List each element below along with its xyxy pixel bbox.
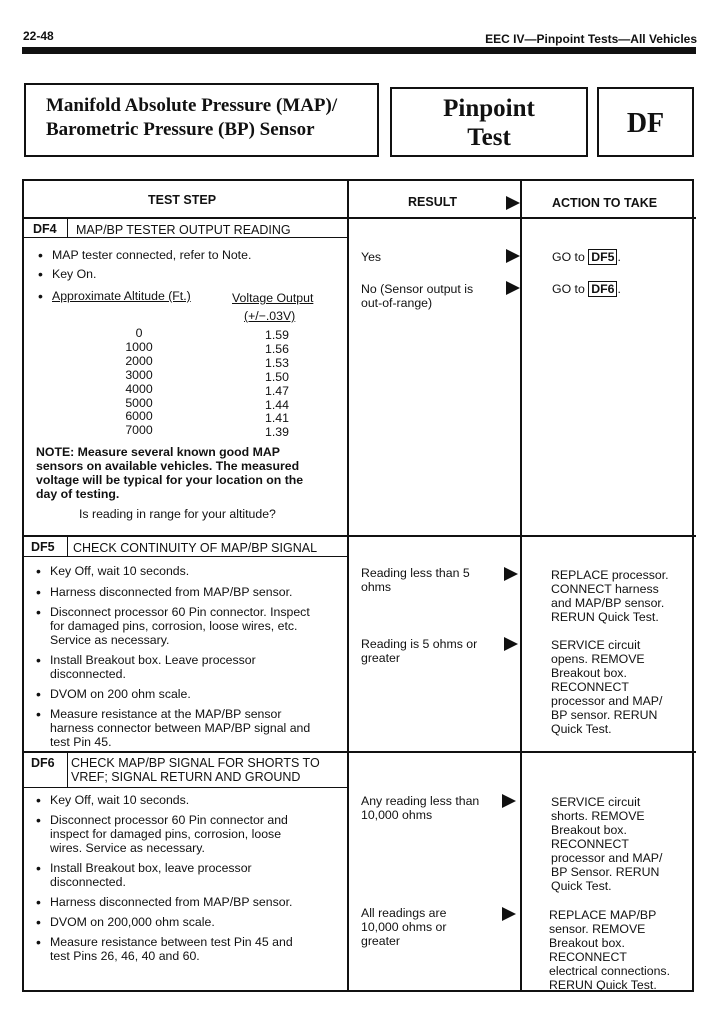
- df5-step-3-line-1: • Disconnect processor 60 Pin connector. Inspect: [50, 605, 310, 619]
- df6-action-1-line-5: processor and MAP/: [551, 851, 663, 865]
- df5-result-2-line-2: greater: [361, 651, 400, 665]
- df4-altitude-value: 6000: [125, 409, 153, 424]
- df4-question: Is reading in range for your altitude?: [79, 507, 276, 521]
- df5-action-2-line-1: SERVICE circuit: [551, 638, 641, 652]
- df6-action-2-line-2: sensor. REMOVE: [549, 922, 646, 936]
- header-row-divider: [24, 217, 696, 219]
- df4-altitude-value: 7000: [125, 423, 153, 438]
- df6-step-2-line-1: • Disconnect processor 60 Pin connector and: [50, 813, 288, 827]
- df5-step-3: [36, 605, 310, 647]
- df4-note-line-3: voltage will be typical for your location on the: [36, 473, 304, 487]
- df4-voltage-value: 1.39: [265, 425, 289, 440]
- df5-action-2-line-7: Quick Test.: [551, 722, 612, 736]
- df4-voltage-value: 1.59: [265, 328, 289, 342]
- df4-altitude-value: 1000: [125, 339, 153, 354]
- df6-step-6-line-2: test Pins 26, 46, 40 and 60.: [50, 949, 200, 963]
- df6-action-1: [551, 795, 662, 893]
- df5-step-6: [36, 707, 310, 749]
- df6-action-1-line-3: Breakout box.: [551, 823, 627, 837]
- df4-step-1: • MAP tester connected, refer to Note.: [38, 248, 251, 262]
- df4-altitude-value: 2000: [125, 353, 153, 368]
- df4-altitude-column: [79, 327, 199, 438]
- column-divider-1: [347, 181, 349, 990]
- df4-result-2-arrow-icon: [506, 281, 520, 295]
- df4-action-1-goto: GO to: [552, 250, 585, 264]
- running-title: EEC IV—Pinpoint Tests—All Vehicles: [485, 32, 697, 46]
- df5-action-1: [551, 568, 669, 624]
- df5-code-separator: [67, 537, 68, 556]
- df5-action-2-line-6: BP sensor. RERUN: [551, 708, 658, 722]
- df6-result-1-line-2: 10,000 ohms: [361, 808, 433, 822]
- df4-altitude-value: 0: [135, 326, 143, 340]
- df6-action-2-line-5: electrical connections.: [549, 964, 670, 978]
- df4-voltage-value: 1.47: [265, 383, 289, 398]
- df5-step-6-line-3: test Pin 45.: [50, 735, 112, 749]
- df6-action-1-line-1: SERVICE circuit: [551, 795, 641, 809]
- df6-step-3-line-1: • Install Breakout box, leave processor: [50, 861, 252, 875]
- df6-result-2-line-1: All readings are: [361, 906, 447, 920]
- pinpoint-table: [22, 179, 694, 992]
- df6-result-2-line-3: greater: [361, 934, 400, 948]
- df6-step-3-line-2: disconnected.: [50, 875, 126, 889]
- df4-altitude-value: 4000: [125, 381, 153, 396]
- df6-step-2-line-3: wires. Service as necessary.: [50, 841, 205, 855]
- df6-action-2-line-1: REPLACE MAP/BP: [549, 908, 657, 922]
- df4-voltage-header: Voltage Output: [232, 291, 314, 305]
- df4-altitude-value: 3000: [125, 367, 153, 382]
- df4-action-1: GO to DF5 .: [552, 250, 621, 264]
- df4-voltage-value: 1.44: [265, 397, 289, 412]
- df5-step-4-line-2: disconnected.: [50, 667, 126, 681]
- df5-step-2: • Harness disconnected from MAP/BP sensor.: [36, 585, 292, 599]
- df6-step-2: [36, 813, 288, 855]
- df5-df6-divider: [24, 751, 696, 753]
- df5-step-3-line-2: for damaged pins, corrosion, loose wires, etc.: [50, 619, 298, 633]
- header-result: RESULT: [408, 195, 458, 209]
- df5-step-4-line-1: • Install Breakout box. Leave processor: [50, 653, 256, 667]
- df6-action-2-line-6: RERUN Quick Test.: [549, 978, 657, 992]
- column-divider-2: [520, 181, 522, 990]
- df4-voltage-value: 1.50: [265, 369, 289, 384]
- df4-title: MAP/BP TESTER OUTPUT READING: [76, 223, 291, 237]
- df4-result-1-arrow-icon: [506, 249, 520, 263]
- df4-note-line-4: day of testing.: [36, 487, 120, 501]
- header-arrow-icon: [506, 196, 520, 210]
- df6-title-line-2: VREF; SIGNAL RETURN AND GROUND: [71, 770, 301, 784]
- df4-note-line-2: sensors on available vehicles. The measured: [36, 459, 300, 473]
- df6-action-1-line-4: RECONNECT: [551, 837, 629, 851]
- df6-action-2: [549, 908, 670, 992]
- df4-result-yes: Yes: [361, 250, 382, 264]
- df4-voltage-value: 1.56: [265, 341, 289, 356]
- df6-step-1: • Key Off, wait 10 seconds.: [36, 793, 189, 807]
- df6-title-rule: [24, 787, 347, 788]
- df5-action-2-line-3: Breakout box.: [551, 666, 627, 680]
- df4-voltage-tolerance: (+/−.03V): [244, 309, 296, 323]
- df6-action-1-line-7: Quick Test.: [551, 879, 612, 893]
- df5-action-2-line-5: processor and MAP/: [551, 694, 663, 708]
- pinpoint-label: Pinpoint: [443, 95, 535, 122]
- df5-result-2-line-1: Reading is 5 ohms or: [361, 637, 478, 651]
- test-label: Test: [467, 124, 511, 151]
- df5-step-6-line-2: harness connector between MAP/BP signal and: [50, 721, 311, 735]
- df5-action-1-line-2: CONNECT harness: [551, 582, 659, 596]
- df6-code: DF6: [31, 756, 55, 770]
- df4-code: DF4: [33, 222, 57, 236]
- df6-result-1-arrow-icon: [502, 794, 516, 808]
- df5-title: CHECK CONTINUITY OF MAP/BP SIGNAL: [73, 541, 318, 555]
- df6-action-1-line-6: BP Sensor. RERUN: [551, 865, 660, 879]
- df5-result-1-arrow-icon: [504, 567, 518, 581]
- df5-step-5: • DVOM on 200 ohm scale.: [36, 687, 191, 701]
- df6-step-3: [36, 861, 252, 889]
- df5-step-3-line-3: Service as necessary.: [50, 633, 170, 647]
- df4-altitude-header: Approximate Altitude (Ft.): [52, 289, 191, 303]
- df5-action-1-line-3: and MAP/BP sensor.: [551, 596, 665, 610]
- df5-step-4: [36, 653, 256, 681]
- df4-df5-divider: [24, 535, 696, 537]
- page-title-line-1: Manifold Absolute Pressure (MAP)/: [46, 95, 338, 116]
- df4-voltage-value: 1.41: [265, 411, 289, 426]
- df4-action-2-ref: DF6: [588, 281, 617, 297]
- df5-step-6-line-1: • Measure resistance at the MAP/BP sensor: [50, 707, 282, 721]
- df4-step-2: • Key On.: [38, 267, 96, 281]
- df5-title-rule: [24, 556, 347, 557]
- df6-step-5: • DVOM on 200,000 ohm scale.: [36, 915, 215, 929]
- df6-action-2-line-3: Breakout box.: [549, 936, 625, 950]
- df4-result-no-line-2: out-of-range): [361, 296, 433, 310]
- df4-altitude-value: 5000: [125, 395, 153, 410]
- header-action: ACTION TO TAKE: [552, 196, 658, 210]
- df4-action-1-ref: DF5: [588, 249, 617, 265]
- df5-action-2: [551, 638, 662, 736]
- df5-result-2-arrow-icon: [504, 637, 518, 651]
- df6-action-1-line-2: shorts. REMOVE: [551, 809, 645, 823]
- page-title-line-2: Barometric Pressure (BP) Sensor: [46, 119, 315, 140]
- df4-result-no-line-1: No (Sensor output is: [361, 282, 474, 296]
- df5-action-1-line-4: RERUN Quick Test.: [551, 610, 659, 624]
- df5-step-1: • Key Off, wait 10 seconds.: [36, 564, 189, 578]
- header-rule: [22, 47, 696, 54]
- df4-action-2-goto: GO to: [552, 282, 585, 296]
- df4-note-line-1: NOTE: Measure several known good MAP: [36, 445, 280, 459]
- df6-step-6-line-1: • Measure resistance between test Pin 45 and: [50, 935, 293, 949]
- df4-action-2: GO to DF6 .: [552, 282, 621, 296]
- df4-altitude-header-item: [38, 289, 191, 303]
- df5-result-1-line-2: ohms: [361, 580, 392, 594]
- df6-step-2-line-2: inspect for damaged pins, corrosion, loose: [50, 827, 282, 841]
- df5-action-2-line-4: RECONNECT: [551, 680, 629, 694]
- df6-action-2-line-4: RECONNECT: [549, 950, 627, 964]
- df5-code: DF5: [31, 540, 55, 554]
- df6-step-4: • Harness disconnected from MAP/BP sensor.: [36, 895, 292, 909]
- df5-action-1-line-1: REPLACE processor.: [551, 568, 669, 582]
- df6-title-line-1: CHECK MAP/BP SIGNAL FOR SHORTS TO: [71, 756, 320, 770]
- df6-result-2-arrow-icon: [502, 907, 516, 921]
- test-code-box: DF: [597, 87, 694, 157]
- page-number: 22-48: [23, 29, 54, 43]
- page-title-box: [24, 83, 379, 157]
- df4-title-rule: [24, 237, 347, 238]
- df4-code-separator: [67, 219, 68, 237]
- df5-result-1-line-1: Reading less than 5: [361, 566, 470, 580]
- df6-step-6: [36, 935, 293, 963]
- df5-action-2-line-2: opens. REMOVE: [551, 652, 645, 666]
- df6-title: [71, 756, 320, 784]
- df6-result-2-line-2: 10,000 ohms or: [361, 920, 447, 934]
- df4-voltage-value: 1.53: [265, 355, 289, 370]
- pinpoint-test-box: [390, 87, 588, 157]
- df6-code-separator: [67, 753, 68, 787]
- header-test-step: TEST STEP: [148, 193, 217, 207]
- df4-voltage-column: [237, 329, 317, 440]
- df6-result-1-line-1: Any reading less than: [361, 794, 480, 808]
